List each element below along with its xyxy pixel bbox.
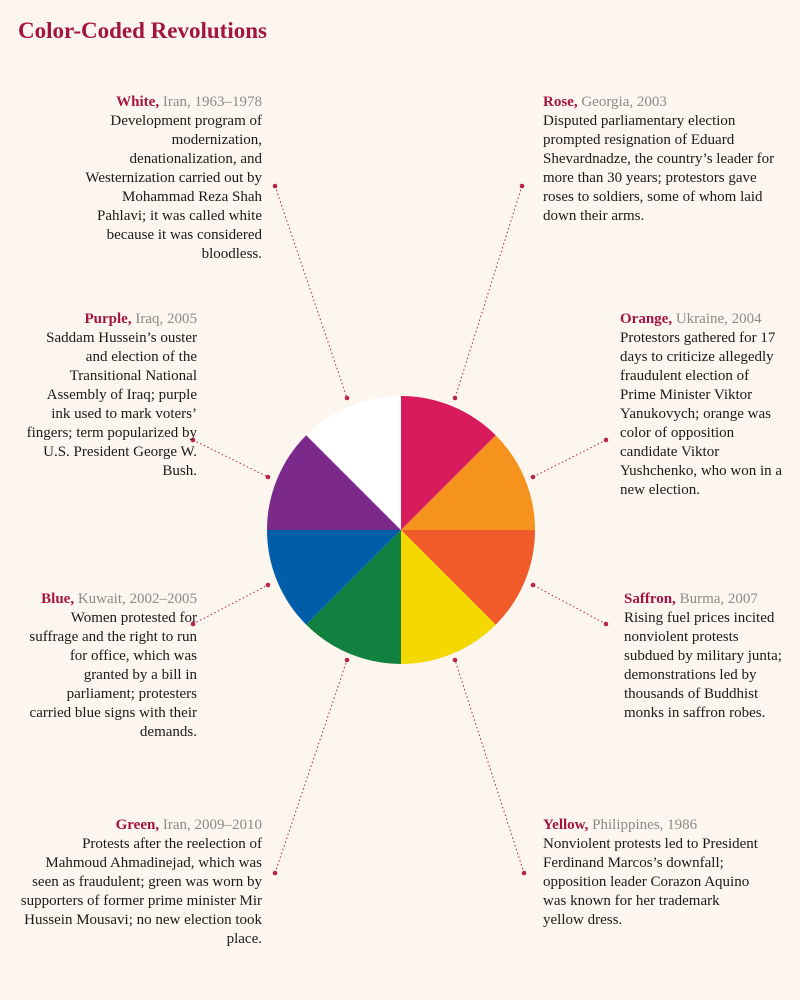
connector-dot-green [345,658,350,663]
revolution-purple [12,310,197,481]
connector-dot-purple [266,475,271,480]
connector-dot-yellow [453,658,458,663]
revolution-description: Disputed parliamentary election prompted resignation of Eduard Shevardnadze, the country’s leader for more than 30 years; protestors gave roses to soldiers, some of whom laid down their arms. [543,113,775,224]
connector-dot-rose [520,184,525,189]
revolution-name: Yellow, [543,817,589,833]
revolution-meta: Philippines, 1986 [592,817,698,833]
revolution-white [12,93,262,264]
revolution-description: Protestors gathered for 17 days to criticize allegedly fraudulent election of Prime Minister Viktor Yanukovych; orange was color of opposition candidate Viktor Yushchenko, who won in a new election. [620,330,783,498]
revolution-blue [12,590,197,742]
revolution-meta: Ukraine, 2004 [675,311,762,327]
connector-rose [455,186,522,398]
revolution-meta: Iraq, 2005 [135,311,197,327]
connector-dot-yellow [522,871,527,876]
revolution-name: Orange, [620,311,673,327]
page-title: Color-Coded Revolutions [18,18,267,43]
connector-green [275,660,347,873]
revolution-meta: Iran, 1963–1978 [162,94,262,110]
revolution-name: Saffron, [624,591,676,607]
connector-dot-rose [453,396,458,401]
revolution-description: Women protested for suffrage and the right to run for office, which was granted by a bill in parliament; protesters carried blue signs with their demands. [29,610,197,740]
connector-dot-white [345,396,350,401]
connector-dot-orange [604,438,609,443]
revolution-name: Purple, [84,311,132,327]
revolution-description: Protests after the reelection of Mahmoud Ahmadinejad, which was seen as fraudulent; green was worn by supporters of former prime minister Mir Hussein Mousavi; no new election took place. [20,836,262,947]
revolution-meta: Georgia, 2003 [581,94,667,110]
revolution-rose [543,93,783,226]
revolution-description: Nonviolent protests led to President Ferdinand Marcos’s downfall; opposition leader Corazon Aquino was known for her trademark yellow dress. [543,836,758,928]
revolution-name: Rose, [543,94,578,110]
connector-dot-saffron [531,583,536,588]
revolution-name: Green, [115,817,160,833]
revolution-name: Blue, [41,591,75,607]
revolution-meta: Iran, 2009–2010 [162,817,262,833]
connector-dot-saffron [604,622,609,627]
revolution-meta: Kuwait, 2002–2005 [77,591,197,607]
revolution-description: Rising fuel prices incited nonviolent protests subdued by military junta; demonstrations led by thousands of Buddhist monks in saffron robes. [624,610,782,721]
revolution-green [12,816,262,949]
connector-dot-blue [266,583,271,588]
connector-saffron [533,585,606,624]
connector-blue [193,585,268,624]
connector-white [275,186,347,398]
revolution-yellow [543,816,763,930]
connector-orange [533,440,606,477]
revolution-description: Development program of modernization, denationalization, and Westernization carried out by Mohammad Reza Shah Pahlavi; it was called white because it was considered bloodless. [85,113,262,262]
revolution-saffron [624,590,789,723]
color-wheel [267,396,535,664]
revolution-name: White, [116,94,160,110]
revolution-description: Saddam Hussein’s ouster and election of the Transitional National Assembly of Iraq; purple ink used to mark voters’ fingers; term popularized by U.S. President George W. Bush. [26,330,197,479]
connector-purple [193,440,268,477]
revolution-meta: Burma, 2007 [679,591,758,607]
connector-yellow [455,660,524,873]
revolution-orange [620,310,785,500]
connector-dot-orange [531,475,536,480]
connector-dot-green [273,871,278,876]
connector-dot-white [273,184,278,189]
